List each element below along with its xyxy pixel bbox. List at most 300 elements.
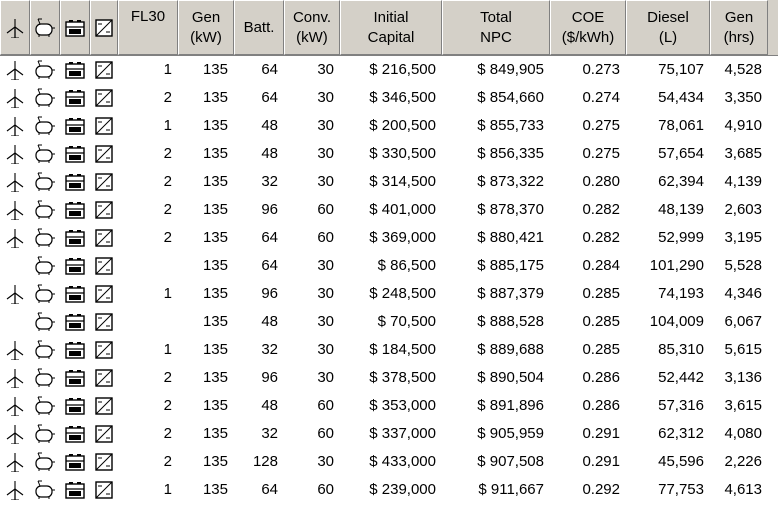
batt-cell: 64 <box>261 61 278 78</box>
wind-turbine-icon <box>5 452 25 472</box>
component-icon-cell <box>30 224 60 252</box>
table-row[interactable] <box>0 392 778 420</box>
wind-turbine-icon <box>5 480 25 500</box>
batt-header[interactable]: Batt. <box>234 0 284 55</box>
gen-kw-cell: 135 <box>202 285 228 302</box>
component-icon-cell <box>90 308 118 336</box>
battery-icon <box>65 173 85 191</box>
total-npc-cell: $ 891,896 <box>477 397 544 414</box>
batt-cell: 48 <box>261 313 278 330</box>
component-icon-cell <box>0 420 30 448</box>
battery-icon <box>65 257 85 275</box>
component-icon-cell <box>90 196 118 224</box>
component-icon-cell <box>0 308 30 336</box>
generator-icon <box>34 18 56 38</box>
component-icon-cell <box>30 140 60 168</box>
generator-icon <box>34 200 56 220</box>
component-icon-cell <box>30 280 60 308</box>
wind-turbine-icon <box>5 340 25 360</box>
component-icon-cell <box>0 140 30 168</box>
gen-hrs-cell: 3,136 <box>724 369 762 386</box>
battery-icon <box>65 453 85 471</box>
component-icon-cell <box>30 252 60 280</box>
diesel-cell: 52,999 <box>658 229 704 246</box>
total-npc-cell: $ 885,175 <box>477 257 544 274</box>
total-npc-cell: $ 849,905 <box>477 61 544 78</box>
table-row[interactable] <box>0 140 778 168</box>
total-npc-cell: $ 878,370 <box>477 201 544 218</box>
coe-cell: 0.292 <box>582 481 620 498</box>
component-icon-cell <box>60 364 90 392</box>
wind-turbine-icon <box>5 60 25 80</box>
conv-cell: 30 <box>317 257 334 274</box>
conv-cell: 60 <box>317 229 334 246</box>
initial-capital-cell: $ 184,500 <box>369 341 436 358</box>
fl30-cell: 2 <box>163 425 172 442</box>
component-icon-cell <box>60 196 90 224</box>
initial-capital-cell: $ 70,500 <box>377 313 436 330</box>
conv-cell: 30 <box>317 145 334 162</box>
gen-kw-cell: 135 <box>202 201 228 218</box>
conv-header[interactable]: Conv. (kW) <box>284 0 340 55</box>
diesel-cell: 62,312 <box>658 425 704 442</box>
component-icon-cell <box>0 280 30 308</box>
generator-icon <box>34 284 56 304</box>
coe-cell: 0.273 <box>582 61 620 78</box>
converter-icon <box>95 369 113 387</box>
diesel-cell: 75,107 <box>658 61 704 78</box>
diesel-cell: 104,009 <box>649 313 704 330</box>
diesel-cell: 78,061 <box>658 117 704 134</box>
table-row[interactable] <box>0 364 778 392</box>
gen-hrs-header[interactable]: Gen (hrs) <box>710 0 768 55</box>
battery-icon <box>65 89 85 107</box>
total-npc-cell: $ 880,421 <box>477 229 544 246</box>
batt-cell: 64 <box>261 229 278 246</box>
converter-icon <box>95 173 113 191</box>
batt-cell: 96 <box>261 369 278 386</box>
batt-cell: 64 <box>261 481 278 498</box>
fl30-header[interactable]: FL30 <box>118 0 178 55</box>
gen-kw-cell: 135 <box>202 481 228 498</box>
generator-header[interactable] <box>30 0 60 55</box>
initial-capital-cell: $ 433,000 <box>369 453 436 470</box>
conv-cell: 60 <box>317 481 334 498</box>
gen-hrs-cell: 3,615 <box>724 397 762 414</box>
initial-capital-cell: $ 216,500 <box>369 61 436 78</box>
converter-icon <box>95 481 113 499</box>
component-icon-cell <box>60 84 90 112</box>
conv-cell: 30 <box>317 313 334 330</box>
fl30-cell: 2 <box>163 173 172 190</box>
component-icon-cell <box>90 56 118 84</box>
component-icon-cell <box>30 84 60 112</box>
batt-cell: 64 <box>261 257 278 274</box>
batt-cell: 96 <box>261 201 278 218</box>
table-row[interactable] <box>0 84 778 112</box>
component-icon-cell <box>30 392 60 420</box>
fl30-cell: 2 <box>163 89 172 106</box>
coe-cell: 0.285 <box>582 285 620 302</box>
total-npc-cell: $ 889,688 <box>477 341 544 358</box>
gen-hrs-cell: 4,080 <box>724 425 762 442</box>
component-icon-cell <box>90 336 118 364</box>
generator-icon <box>34 60 56 80</box>
conv-cell: 30 <box>317 89 334 106</box>
table-row[interactable] <box>0 252 778 280</box>
total-npc-header[interactable]: Total NPC <box>442 0 550 55</box>
gen-kw-cell: 135 <box>202 341 228 358</box>
component-icon-cell <box>0 336 30 364</box>
table-row[interactable] <box>0 112 778 140</box>
wind-turbine-header[interactable] <box>0 0 30 55</box>
coe-cell: 0.275 <box>582 145 620 162</box>
table-row[interactable] <box>0 56 778 84</box>
coe-cell: 0.275 <box>582 117 620 134</box>
converter-icon <box>95 341 113 359</box>
table-row[interactable] <box>0 196 778 224</box>
component-icon-cell <box>90 448 118 476</box>
conv-cell: 60 <box>317 397 334 414</box>
converter-header[interactable] <box>90 0 118 55</box>
coe-cell: 0.286 <box>582 369 620 386</box>
coe-cell: 0.282 <box>582 229 620 246</box>
diesel-cell: 85,310 <box>658 341 704 358</box>
converter-icon <box>95 257 113 275</box>
component-icon-cell <box>0 224 30 252</box>
initial-capital-cell: $ 401,000 <box>369 201 436 218</box>
total-npc-cell: $ 854,660 <box>477 89 544 106</box>
batt-cell: 48 <box>261 397 278 414</box>
coe-cell: 0.284 <box>582 257 620 274</box>
gen-hrs-cell: 3,685 <box>724 145 762 162</box>
table-header <box>0 0 778 56</box>
battery-icon <box>65 369 85 387</box>
fl30-cell: 2 <box>163 145 172 162</box>
component-icon-cell <box>90 84 118 112</box>
battery-icon <box>65 397 85 415</box>
battery-icon <box>65 201 85 219</box>
generator-icon <box>34 256 56 276</box>
initial-capital-header[interactable]: Initial Capital <box>340 0 442 55</box>
generator-icon <box>34 396 56 416</box>
gen-kw-cell: 135 <box>202 453 228 470</box>
total-npc-cell: $ 873,322 <box>477 173 544 190</box>
batt-cell: 32 <box>261 425 278 442</box>
initial-capital-cell: $ 378,500 <box>369 369 436 386</box>
generator-icon <box>34 144 56 164</box>
gen-hrs-cell: 2,226 <box>724 453 762 470</box>
gen-hrs-cell: 4,613 <box>724 481 762 498</box>
batt-cell: 64 <box>261 89 278 106</box>
component-icon-cell <box>90 224 118 252</box>
component-icon-cell <box>60 168 90 196</box>
table-row[interactable] <box>0 420 778 448</box>
initial-capital-cell: $ 200,500 <box>369 117 436 134</box>
total-npc-cell: $ 911,667 <box>478 481 544 498</box>
diesel-cell: 62,394 <box>658 173 704 190</box>
battery-icon <box>65 285 85 303</box>
gen-kw-cell: 135 <box>202 89 228 106</box>
initial-capital-cell: $ 314,500 <box>369 173 436 190</box>
gen-kw-cell: 135 <box>202 313 228 330</box>
generator-icon <box>34 480 56 500</box>
component-icon-cell <box>60 112 90 140</box>
gen-kw-cell: 135 <box>202 145 228 162</box>
fl30-cell: 2 <box>163 397 172 414</box>
component-icon-cell <box>0 364 30 392</box>
total-npc-cell: $ 890,504 <box>477 369 544 386</box>
component-icon-cell <box>90 364 118 392</box>
gen-kw-cell: 135 <box>202 257 228 274</box>
component-icon-cell <box>30 196 60 224</box>
coe-header[interactable]: COE ($/kWh) <box>550 0 626 55</box>
component-icon-cell <box>60 392 90 420</box>
component-icon-cell <box>90 392 118 420</box>
component-icon-cell <box>30 476 60 504</box>
battery-icon <box>65 61 85 79</box>
total-npc-cell: $ 855,733 <box>477 117 544 134</box>
battery-icon <box>65 481 85 499</box>
gen-kw-cell: 135 <box>202 173 228 190</box>
gen-kw-cell: 135 <box>202 369 228 386</box>
gen-kw-cell: 135 <box>202 61 228 78</box>
component-icon-cell <box>30 56 60 84</box>
component-icon-cell <box>30 420 60 448</box>
component-icon-cell <box>0 112 30 140</box>
battery-icon <box>65 313 85 331</box>
batt-cell: 32 <box>261 173 278 190</box>
conv-cell: 30 <box>317 369 334 386</box>
diesel-cell: 52,442 <box>658 369 704 386</box>
initial-capital-cell: $ 369,000 <box>369 229 436 246</box>
battery-header[interactable] <box>60 0 90 55</box>
total-npc-cell: $ 887,379 <box>477 285 544 302</box>
gen-kw-cell: 135 <box>202 117 228 134</box>
table-row[interactable] <box>0 168 778 196</box>
component-icon-cell <box>0 448 30 476</box>
coe-cell: 0.280 <box>582 173 620 190</box>
component-icon-cell <box>60 56 90 84</box>
table-row[interactable] <box>0 476 778 504</box>
diesel-cell: 48,139 <box>658 201 704 218</box>
converter-icon <box>95 117 113 135</box>
coe-cell: 0.291 <box>582 425 620 442</box>
conv-cell: 30 <box>317 117 334 134</box>
component-icon-cell <box>90 420 118 448</box>
coe-cell: 0.285 <box>582 313 620 330</box>
initial-capital-cell: $ 330,500 <box>369 145 436 162</box>
fl30-cell: 1 <box>163 61 172 78</box>
wind-turbine-icon <box>5 284 25 304</box>
component-icon-cell <box>60 140 90 168</box>
coe-cell: 0.286 <box>582 397 620 414</box>
coe-cell: 0.291 <box>582 453 620 470</box>
component-icon-cell <box>60 224 90 252</box>
component-icon-cell <box>60 420 90 448</box>
table-row[interactable] <box>0 280 778 308</box>
total-npc-cell: $ 888,528 <box>477 313 544 330</box>
fl30-cell: 2 <box>163 229 172 246</box>
component-icon-cell <box>30 112 60 140</box>
gen-kw-cell: 135 <box>202 425 228 442</box>
converter-icon <box>95 61 113 79</box>
gen-kw-cell: 135 <box>202 229 228 246</box>
component-icon-cell <box>90 476 118 504</box>
wind-turbine-icon <box>5 396 25 416</box>
fl30-cell: 1 <box>163 117 172 134</box>
component-icon-cell <box>0 168 30 196</box>
converter-icon <box>95 425 113 443</box>
gen-hrs-cell: 2,603 <box>724 201 762 218</box>
table-row[interactable] <box>0 448 778 476</box>
component-icon-cell <box>60 476 90 504</box>
wind-turbine-icon <box>5 200 25 220</box>
coe-cell: 0.274 <box>582 89 620 106</box>
component-icon-cell <box>60 252 90 280</box>
diesel-cell: 54,434 <box>658 89 704 106</box>
generator-icon <box>34 452 56 472</box>
component-icon-cell <box>0 56 30 84</box>
diesel-cell: 57,654 <box>658 145 704 162</box>
component-icon-cell <box>60 336 90 364</box>
converter-icon <box>95 453 113 471</box>
conv-cell: 30 <box>317 453 334 470</box>
component-icon-cell <box>0 392 30 420</box>
fl30-cell: 1 <box>163 341 172 358</box>
generator-icon <box>34 172 56 192</box>
component-icon-cell <box>90 252 118 280</box>
table-row[interactable] <box>0 308 778 336</box>
gen-hrs-cell: 3,195 <box>724 229 762 246</box>
conv-cell: 60 <box>317 201 334 218</box>
component-icon-cell <box>30 308 60 336</box>
table-row[interactable] <box>0 336 778 364</box>
generator-icon <box>34 312 56 332</box>
component-icon-cell <box>90 280 118 308</box>
component-icon-cell <box>60 280 90 308</box>
converter-icon <box>95 145 113 163</box>
battery-icon <box>65 229 85 247</box>
wind-turbine-icon <box>5 368 25 388</box>
initial-capital-cell: $ 239,000 <box>369 481 436 498</box>
gen-hrs-cell: 4,528 <box>724 61 762 78</box>
table-body <box>0 56 778 504</box>
batt-cell: 128 <box>252 453 278 470</box>
component-icon-cell <box>90 168 118 196</box>
fl30-cell: 2 <box>163 369 172 386</box>
converter-icon <box>95 89 113 107</box>
coe-cell: 0.282 <box>582 201 620 218</box>
diesel-cell: 57,316 <box>658 397 704 414</box>
wind-turbine-icon <box>5 172 25 192</box>
total-npc-cell: $ 856,335 <box>477 145 544 162</box>
component-icon-cell <box>60 448 90 476</box>
batt-cell: 48 <box>261 117 278 134</box>
gen-kw-cell: 135 <box>202 397 228 414</box>
component-icon-cell <box>60 308 90 336</box>
gen-hrs-cell: 4,139 <box>724 173 762 190</box>
fl30-cell: 1 <box>163 481 172 498</box>
generator-icon <box>34 368 56 388</box>
component-icon-cell <box>30 448 60 476</box>
batt-cell: 96 <box>261 285 278 302</box>
generator-icon <box>34 424 56 444</box>
gen-hrs-cell: 4,910 <box>724 117 762 134</box>
gen-kw-header[interactable]: Gen (kW) <box>178 0 234 55</box>
component-icon-cell <box>90 140 118 168</box>
converter-icon <box>95 229 113 247</box>
wind-turbine-icon <box>5 424 25 444</box>
gen-hrs-cell: 5,528 <box>724 257 762 274</box>
initial-capital-cell: $ 346,500 <box>369 89 436 106</box>
batt-cell: 32 <box>261 341 278 358</box>
initial-capital-cell: $ 353,000 <box>369 397 436 414</box>
component-icon-cell <box>30 336 60 364</box>
fl30-cell: 2 <box>163 453 172 470</box>
diesel-header[interactable]: Diesel (L) <box>626 0 710 55</box>
converter-icon <box>95 19 113 37</box>
conv-cell: 60 <box>317 425 334 442</box>
battery-icon <box>65 145 85 163</box>
generator-icon <box>34 116 56 136</box>
initial-capital-cell: $ 337,000 <box>369 425 436 442</box>
initial-capital-cell: $ 86,500 <box>377 257 436 274</box>
conv-cell: 30 <box>317 285 334 302</box>
generator-icon <box>34 88 56 108</box>
component-icon-cell <box>30 364 60 392</box>
diesel-cell: 101,290 <box>649 257 704 274</box>
converter-icon <box>95 201 113 219</box>
gen-hrs-cell: 4,346 <box>724 285 762 302</box>
component-icon-cell <box>0 252 30 280</box>
fl30-cell: 1 <box>163 285 172 302</box>
component-icon-cell <box>30 168 60 196</box>
component-icon-cell <box>0 476 30 504</box>
batt-cell: 48 <box>261 145 278 162</box>
conv-cell: 30 <box>317 341 334 358</box>
wind-turbine-icon <box>5 228 25 248</box>
component-icon-cell <box>90 112 118 140</box>
total-npc-cell: $ 907,508 <box>477 453 544 470</box>
initial-capital-cell: $ 248,500 <box>369 285 436 302</box>
wind-turbine-icon <box>5 18 25 38</box>
gen-hrs-cell: 6,067 <box>724 313 762 330</box>
battery-icon <box>65 425 85 443</box>
coe-cell: 0.285 <box>582 341 620 358</box>
table-row[interactable] <box>0 224 778 252</box>
diesel-cell: 77,753 <box>658 481 704 498</box>
gen-hrs-cell: 5,615 <box>724 341 762 358</box>
wind-turbine-icon <box>5 116 25 136</box>
component-icon-cell <box>0 84 30 112</box>
generator-icon <box>34 340 56 360</box>
conv-cell: 30 <box>317 173 334 190</box>
battery-icon <box>65 19 85 37</box>
battery-icon <box>65 341 85 359</box>
conv-cell: 30 <box>317 61 334 78</box>
diesel-cell: 74,193 <box>658 285 704 302</box>
fl30-cell: 2 <box>163 201 172 218</box>
gen-hrs-cell: 3,350 <box>724 89 762 106</box>
generator-icon <box>34 228 56 248</box>
total-npc-cell: $ 905,959 <box>477 425 544 442</box>
diesel-cell: 45,596 <box>658 453 704 470</box>
converter-icon <box>95 397 113 415</box>
wind-turbine-icon <box>5 88 25 108</box>
component-icon-cell <box>0 196 30 224</box>
battery-icon <box>65 117 85 135</box>
